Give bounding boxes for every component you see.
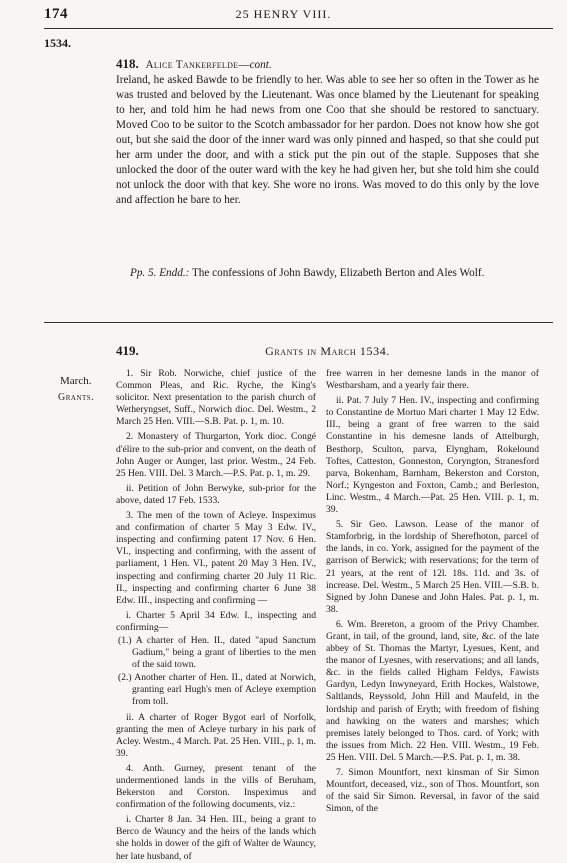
entry-419-title: Grants in March 1534. bbox=[265, 344, 390, 358]
entry-418-text: Ireland, he asked Bawde to be friendly to her. Was able to see her so often in the Tower as he was trusted and beloved by the Lieutenant. Was once blamed by the Lieutenant for speaking to her, and told him he had news from one Coo that she should be restored to sanctuary. Moved Coo to be suitor to the Scotch ambassador for her pardon. Does not know how she got out, but she said the door of the inner ward was only pinned and hasped, so that she could put her arm under the door, and with a stick put the pin out of the staple. Supposes that she unlocked the door of the outer ward with the key he had given her, but she told him she could not unlock the door with that key. She wore no irons. Was moved to do this only by the love and affection he bare to her. bbox=[116, 74, 539, 206]
page-number: 174 bbox=[44, 6, 68, 22]
grant-paragraph: 5. Sir Geo. Lawson. Lease of the manor of Stamforbrig, in the lordship of Sherefhoton, parcel of the lands, in co. York, assigned for the payment of the garrison of Berwick; with reservations; for the term of 21 years, at the rent of 12l. 18s. 11d. and 3s. of increase. Del. Westm., 5 March 25 Hen. VIII.—S.B. b. Signed by John Danese and John Hales. Pat. p. 1, m. 38. bbox=[326, 519, 539, 615]
left-column bbox=[116, 368, 316, 863]
margin-label: Grants. bbox=[58, 392, 95, 403]
entry-418-name: Alice Tankerfelde bbox=[145, 59, 239, 71]
grant-paragraph: 3. The men of the town of Acleye. Inspeximus and confirmation of charter 5 May 3 Edw. IV., inspecting and confirming patent 17 Nov. 6 Hen. VI., inspecting and confirming, with the assent of parliament, 1 Hen. VI., patent 20 May 3 Hen. IV., inspecting and confirming charter 20 July 11 Ric. II., inspecting and confirming charter 6 June 38 Edw. III., inspecting and confirming — bbox=[116, 510, 316, 606]
endd-text: The confessions of John Bawdy, Elizabeth Berton and Ales Wolf. bbox=[191, 267, 485, 279]
margin-month: March. bbox=[60, 375, 92, 387]
grant-paragraph: free warren in her demesne lands in the manor of Westbarsham, and a yearly fair there. bbox=[326, 368, 539, 392]
entry-418: 418. Alice Tankerfelde—cont. Ireland, he asked Bawde to be friendly to her. Was able to see her so often in the Tower as he was trusted and beloved by the Lieutenant. Was once blamed by the Lieutenant for speaking to her, and told him he had news from one Coo that she should be restored to sanctuary. Moved Coo to be suitor to the Scotch ambassador for her pardon. Does not know how she got out, but she said the door of the inner ward was only pinned and hasped, so that she could put her arm under the door, and with a stick put the pin out of the staple. Supposes that she unlocked the door of the outer ward with the key he had given her, but she told him she could not unlock the door with that key. She wore no irons. Was moved to do this only by the love and affection he bare to her. bbox=[116, 56, 539, 206]
grant-paragraph: ii. Petition of John Berwyke, sub-prior for the above, dated 17 Feb. 1533. bbox=[116, 482, 316, 506]
grant-paragraph: i. Charter 5 April 34 Edw. I., inspecting and confirming— bbox=[116, 609, 316, 633]
grant-paragraph: ii. A charter of Roger Bygot earl of Norfolk, granting the men of Acleye turbary in his park of Acley. Westm., 4 March. Pat. 25 Hen. VIII., p. 1, m. 39. bbox=[116, 711, 316, 759]
entry-419-number: 419. bbox=[116, 343, 139, 358]
grant-paragraph: i. Charter 8 Jan. 34 Hen. III., being a grant to Berco de Wauncy and the heirs of the lands which she holds in dower of the gift of Walter de Wauncy, her late husband, of bbox=[116, 814, 316, 862]
running-title: 25 HENRY VIII. bbox=[235, 7, 332, 21]
entry-418-cont: cont. bbox=[249, 59, 272, 71]
grant-paragraph: 6. Wm. Brereton, a groom of the Privy Chamber. Grant, in tail, of the ground, land, site, &c. of the late abbey of St. Thomas the Martyr, Lyesues, Kent, and the manor of Lyesnes, with reservations; and all lands, &c. in the fields called Higham Feldys, Fawists Gardyn, Ledyn Inwyneyard, Erith Hockes, Walstowe, Saltlands, Reyssold, John Hill and Maufeld, in the lordship and parish of Eryth; with freedom of fishing and hawking on the waters and marshes; which premises lately belonged to Thos. card. of York; with the issues from Mich. 22 Hen. VIII. Westm., 19 Feb. 25 Hen. VIII. Del. 5 March.—P.S. Pat. p. 1, m. 38. bbox=[326, 618, 539, 763]
grant-subparagraph: (1.) A charter of Hen. II., dated "apud Sanctum Gadium," being a grant of liberties to the men of the said town. bbox=[118, 634, 316, 671]
grant-paragraph: 7. Simon Mountfort, next kinsman of Sir Simon Mountfort, deceased, viz., son of Thos. Mountfort, son of the said Sir Simon. Reversal, in favor of the said Simon, of the bbox=[326, 767, 539, 815]
grant-paragraph: 1. Sir Rob. Norwiche, chief justice of the Common Pleas, and Ric. Ryche, the King's solicitor. Next presentation to the parish church of Wetheryngset, Suff., Norwich dioc. Del. Westm., 2 March 25 Hen. VIII.—S.B. Pat. p. 1, m. 10. bbox=[116, 368, 316, 428]
grant-paragraph: 4. Anth. Gurney, present tenant of the undermentioned lands in the vills of Beruham, Bekerston and Corston. Inspeximus and confirmation of the following documents, viz.: bbox=[116, 762, 316, 811]
endd-label: Pp. 5. Endd.: bbox=[130, 267, 190, 279]
header-rule bbox=[44, 28, 553, 29]
entry-418-endorsement bbox=[116, 266, 539, 281]
grant-paragraph: ii. Pat. 7 July 7 Hen. IV., inspecting and confirming to Constantine de Mortuo Mari charter 1 May 12 Edw. III., being a grant of free warren to the said Constantine in his demesne lands of Attelburgh, Besthorp, Sculton, parva, Elyngham, Rokelound Toftes, Catteston, Gonneston, Coryngton, Stranesford parva, Bokenham, Barnham, Bekerston and Corston, Norf.; Kyngeston and Foxton, Camb.; and Berleston, Linc. Westm., 4 March.—Pat. 25 Hen. VIII. p. 1, m. 39. bbox=[326, 395, 539, 516]
entry-418-number: 418. bbox=[116, 56, 139, 71]
margin-year: 1534. bbox=[44, 36, 71, 50]
right-column bbox=[326, 368, 539, 815]
grant-paragraph: 2. Monastery of Thurgarton, York dioc. Congé d'élire to the sub-prior and convent, on the death of John Auger or Aunger, last prior. Westm., 24 Feb. 25 Hen. VIII. Del. 3 March.—P.S. Pat. p. 1, m. 29. bbox=[116, 431, 316, 479]
section-rule bbox=[44, 322, 553, 323]
grant-subparagraph: (2.) Another charter of Hen. II., dated at Norwich, granting earl Hugh's men of Acleye exemption from toll. bbox=[118, 672, 316, 708]
